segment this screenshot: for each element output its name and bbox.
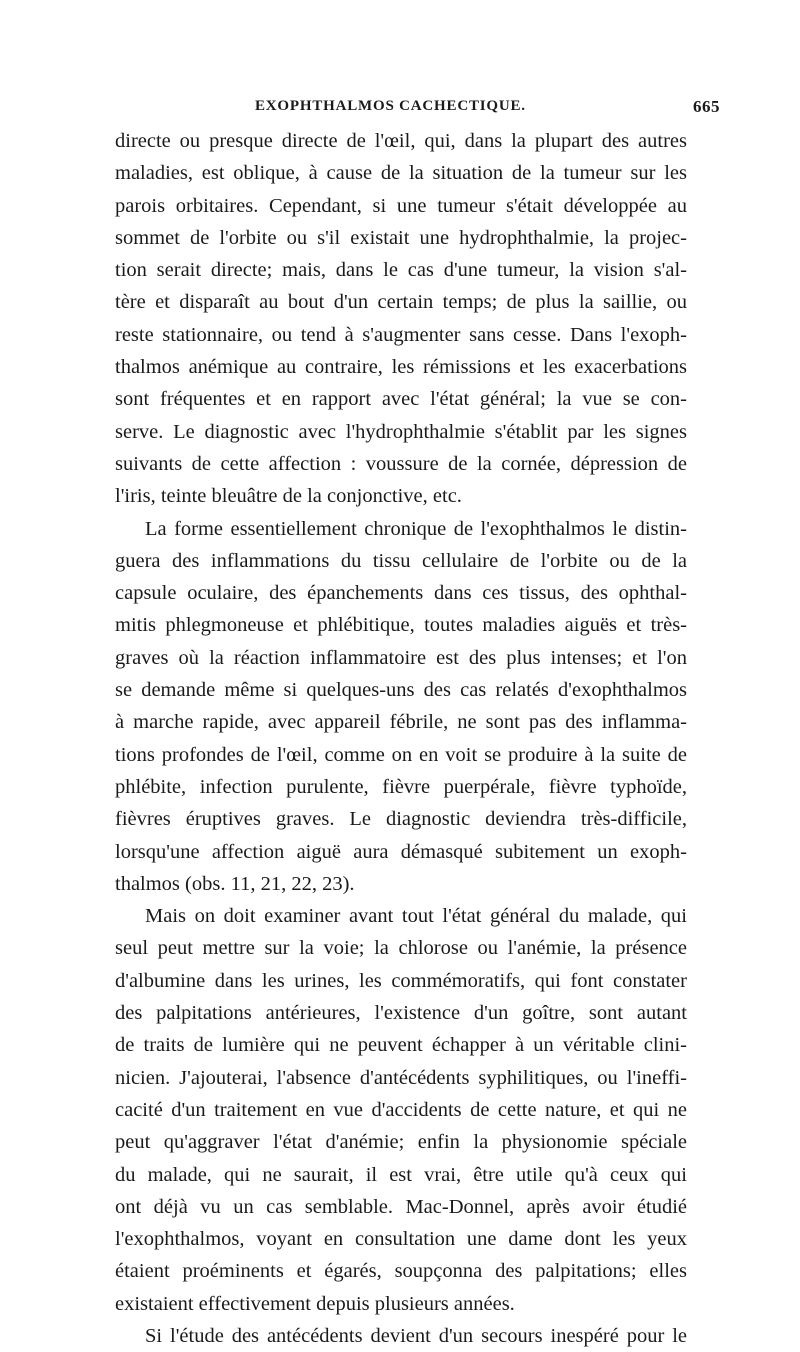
text-line: guera des inflammations du tissu cellulaire de l'orbite ou de la xyxy=(115,549,687,572)
text-line: seul peut mettre sur la voie; la chlorose ou l'anémie, la présence xyxy=(115,937,687,960)
paragraph-start-line: La forme essentiellement chronique de l'exophthalmos le distin- xyxy=(145,517,687,540)
text-line: cacité d'un traitement en vue d'accidents de cette nature, et qui ne xyxy=(115,1098,687,1121)
text-line: lorsqu'une affection aiguë aura démasqué subitement un exoph- xyxy=(115,840,687,863)
text-line: sommet de l'orbite ou s'il existait une hydrophthalmie, la projec- xyxy=(115,226,687,249)
paragraph-start-line: Si l'étude des antécédents devient d'un secours inespéré pour le xyxy=(145,1324,687,1347)
text-line: directe ou presque directe de l'œil, qui, dans la plupart des autres xyxy=(115,130,687,152)
text-line: tère et disparaît au bout d'un certain temps; de plus la saillie, ou xyxy=(115,291,687,314)
text-line: l'iris, teinte bleuâtre de la conjonctive, etc. xyxy=(115,485,462,508)
running-head xyxy=(100,95,720,121)
text-line: fièvres éruptives graves. Le diagnostic deviendra très-difficile, xyxy=(115,808,687,831)
text-line: tions profondes de l'œil, comme on en voit se produire à la suite de xyxy=(115,743,687,766)
text-line: reste stationnaire, ou tend à s'augmenter sans cesse. Dans l'exoph- xyxy=(115,323,687,346)
text-line: d'albumine dans les urines, les commémoratifs, qui font constater xyxy=(115,969,687,992)
text-line: serve. Le diagnostic avec l'hydrophthalmie s'établit par les signes xyxy=(115,420,687,443)
body-text xyxy=(115,125,687,1352)
text-line: du malade, qui ne saurait, il est vrai, être utile qu'à ceux qui xyxy=(115,1163,687,1186)
text-line: ont déjà vu un cas semblable. Mac-Donnel, après avoir étudié xyxy=(115,1195,687,1218)
text-line: de traits de lumière qui ne peuvent échapper à un véritable clini- xyxy=(115,1034,687,1057)
running-title: EXOPHTHALMOS CACHECTIQUE. xyxy=(255,98,526,114)
text-line: nicien. J'ajouterai, l'absence d'antécédents syphilitiques, ou l'ineffi- xyxy=(115,1066,687,1089)
text-line: se demande même si quelques-uns des cas relatés d'exophthalmos xyxy=(115,679,687,702)
text-line: des palpitations antérieures, l'existence d'un goître, sont autant xyxy=(115,1002,687,1025)
text-line: à marche rapide, avec appareil fébrile, ne sont pas des inflamma- xyxy=(115,711,687,734)
text-line: capsule oculaire, des épanchements dans ces tissus, des ophthal- xyxy=(115,582,687,605)
text-line: thalmos anémique au contraire, les rémissions et les exacerbations xyxy=(115,356,687,379)
text-line: tion serait directe; mais, dans le cas d'une tumeur, la vision s'al- xyxy=(115,259,687,282)
text-line: suivants de cette affection : voussure de la cornée, dépression de xyxy=(115,452,687,475)
page-number: 665 xyxy=(693,97,720,116)
paragraph-start-line: Mais on doit examiner avant tout l'état général du malade, qui xyxy=(145,905,687,928)
text-line: peut qu'aggraver l'état d'anémie; enfin la physionomie spéciale xyxy=(115,1131,687,1154)
text-line: sont fréquentes et en rapport avec l'état général; la vue se con- xyxy=(115,388,687,411)
text-line: thalmos (obs. 11, 21, 22, 23). xyxy=(115,872,355,895)
text-line: parois orbitaires. Cependant, si une tumeur s'était développée au xyxy=(115,194,687,217)
text-line: phlébite, infection purulente, fièvre puerpérale, fièvre typhoïde, xyxy=(115,775,687,798)
text-line: existaient effectivement depuis plusieurs années. xyxy=(115,1292,515,1315)
text-line: graves où la réaction inflammatoire est des plus intenses; et l'on xyxy=(115,646,687,669)
text-line: l'exophthalmos, voyant en consultation une dame dont les yeux xyxy=(115,1228,687,1251)
text-line: maladies, est oblique, à cause de la situation de la tumeur sur les xyxy=(115,162,687,185)
text-line: mitis phlegmoneuse et phlébitique, toutes maladies aiguës et très- xyxy=(115,614,687,637)
text-line: étaient proéminents et égarés, soupçonna des palpitations; elles xyxy=(115,1260,687,1283)
